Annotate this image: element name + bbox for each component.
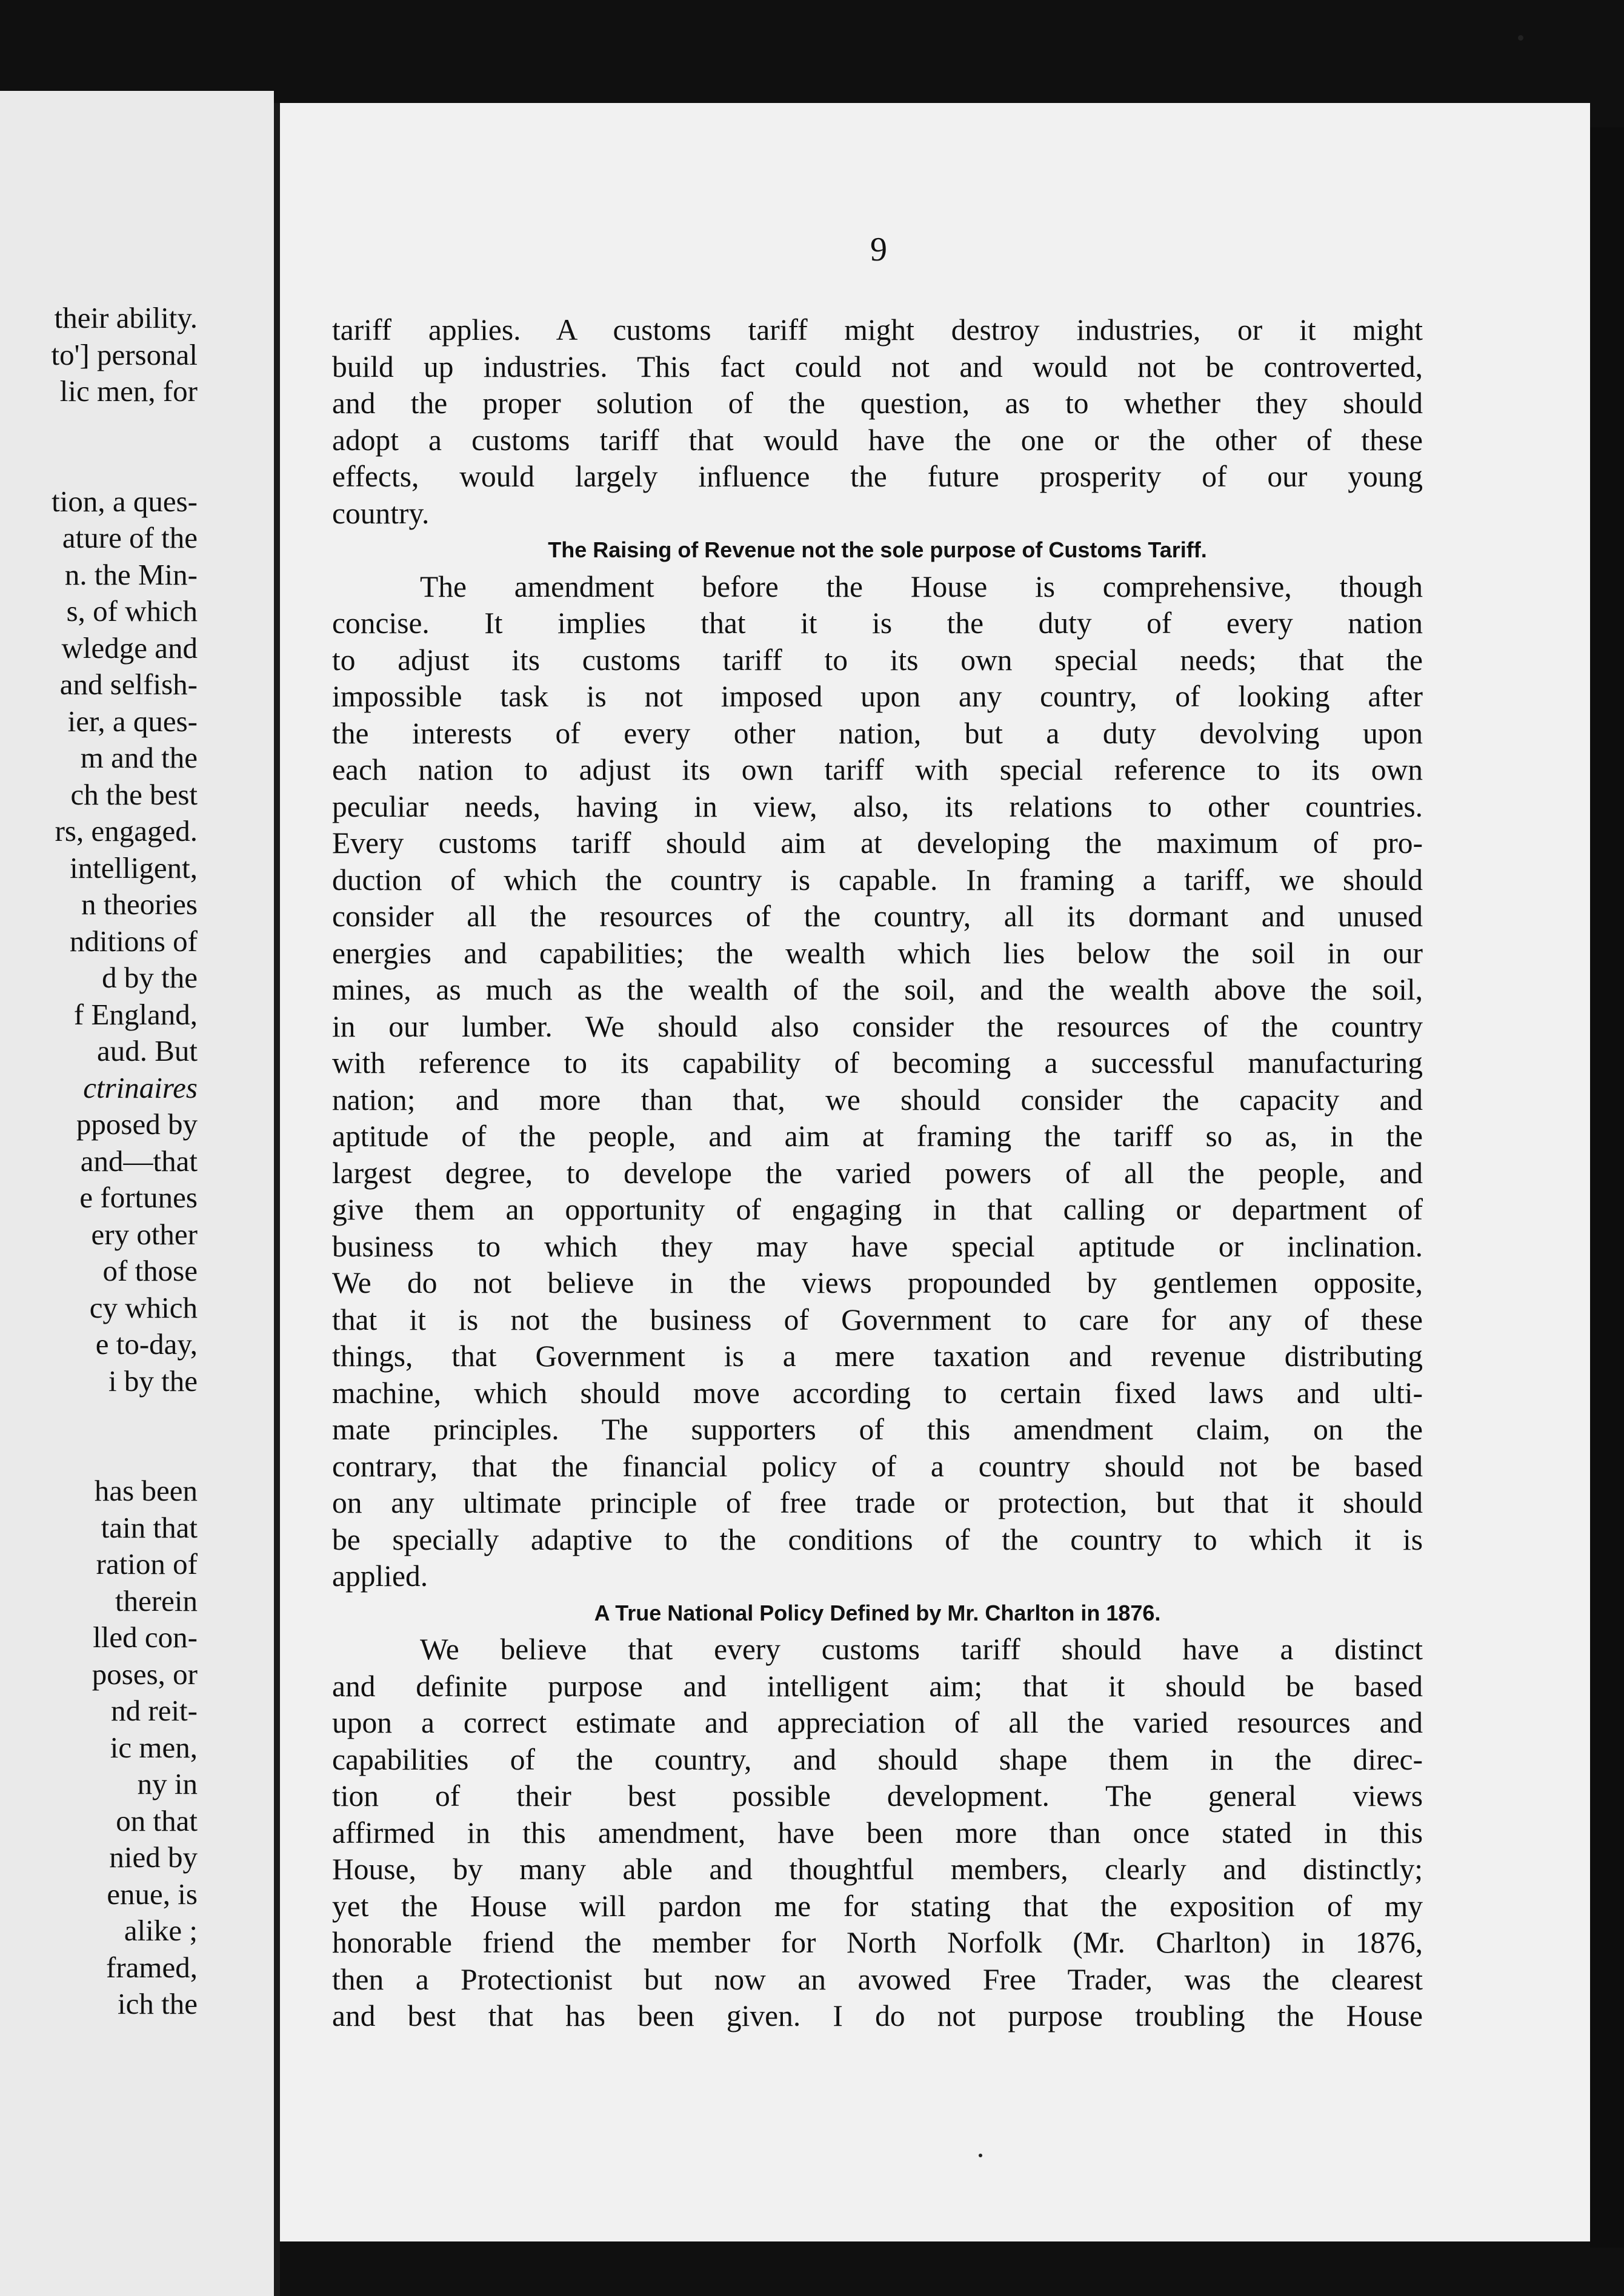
left-page-line: nied by (109, 1840, 198, 1874)
text-line: honorable friend the member for North Norfolk (Mr. Charlton) in 1876, (332, 1926, 1423, 1959)
text-line: applied. (332, 1559, 428, 1593)
text-line: yet the House will pardon me for stating that the exposition of my (332, 1889, 1423, 1923)
text-line: that it is not the business of Government to care for any of these (332, 1302, 1423, 1336)
text-line: give them an opportunity of engaging in that calling or department of (332, 1193, 1423, 1226)
text-line: nation; and more than that, we should consider the capacity and (332, 1083, 1423, 1116)
text-line: We do not believe in the views propounded by gentlemen opposite, (332, 1266, 1423, 1299)
text-line: to adjust its customs tariff to its own special needs; that the (332, 643, 1423, 677)
page-number: 9 (870, 231, 887, 268)
text-line: upon a correct estimate and appreciation of all the varied resources and (332, 1706, 1423, 1739)
text-line: in our lumber. We should also consider the resources of the country (332, 1009, 1423, 1043)
text-line: machine, which should move according to certain fixed laws and ulti- (332, 1376, 1423, 1410)
section-heading: The Raising of Revenue not the sole purpose of Customs Tariff. (548, 537, 1207, 562)
page-gutter (274, 103, 280, 2296)
left-page-line: i by the (108, 1364, 198, 1398)
text-line: contrary, that the financial policy of a country should not be based (332, 1449, 1423, 1483)
left-page-line: lled con- (93, 1621, 198, 1654)
text-line: mate principles. The supporters of this amendment claim, on the (332, 1413, 1423, 1446)
text-line: and the proper solution of the question, as to whether they should (332, 387, 1423, 420)
text-line: on any ultimate principle of free trade or protection, but that it should (332, 1486, 1423, 1519)
left-page-line: ery other (91, 1217, 198, 1251)
text-line: business to which they may have special aptitude or inclination. (332, 1229, 1423, 1263)
text-line: things, that Government is a mere taxation and revenue distributing (332, 1339, 1423, 1373)
text-line: with reference to its capability of becoming a successful manufacturing (332, 1046, 1423, 1080)
left-page-line: rs, engaged. (55, 814, 198, 848)
text-line: each nation to adjust its own tariff with special reference to its own (332, 753, 1423, 786)
left-page-line: n. the Min- (64, 557, 198, 591)
text-line: House, by many able and thoughtful members, clearly and distinctly; (332, 1853, 1423, 1886)
left-page-line: ich the (118, 1987, 198, 2020)
text-line: peculiar needs, having in view, also, its relations to other countries. (332, 789, 1423, 823)
left-page-line: nditions of (70, 924, 198, 958)
text-line: capabilities of the country, and should shape them in the direc- (332, 1742, 1423, 1776)
text-line: and definite purpose and intelligent aim; that it should be based (332, 1669, 1423, 1703)
left-page-line: poses, or (92, 1657, 198, 1691)
text-line: then a Protectionist but now an avowed Free Trader, was the clearest (332, 1962, 1423, 1996)
left-page-line: ch the best (70, 777, 198, 811)
body-text (332, 312, 1423, 2035)
text-line: build up industries. This fact could not and would not be controverted, (332, 350, 1423, 383)
left-page-line: ration of (96, 1547, 198, 1581)
text-line: energies and capabilities; the wealth which lies below the soil in our (332, 936, 1423, 970)
left-page-line: enue, is (107, 1877, 198, 1911)
text-line: adopt a customs tariff that would have the one or the other of these (332, 423, 1423, 457)
text-line: and best that has been given. I do not purpose troubling the House (332, 1999, 1423, 2032)
section-heading: A True National Policy Defined by Mr. Charlton in 1876. (594, 1600, 1161, 1625)
text-line: mines, as much as the wealth of the soil, and the wealth above the soil, (332, 973, 1423, 1006)
left-page-line: aud. But (96, 1034, 198, 1067)
text-line: country. (332, 496, 430, 530)
left-page-line: n theories (81, 888, 198, 921)
left-page-line: and—that (80, 1144, 198, 1178)
text-line: We believe that every customs tariff should have a distinct (420, 1633, 1423, 1666)
text-line: duction of which the country is capable. In framing a tariff, we should (332, 863, 1423, 897)
text-line: The amendment before the House is comprehensive, though (420, 569, 1423, 603)
left-page-line: tain that (101, 1510, 198, 1544)
left-page-line: has been (94, 1474, 198, 1507)
left-page-line: intelligent, (70, 851, 198, 884)
left-page-line: ier, a ques- (67, 704, 198, 738)
left-page-line: framed, (106, 1950, 198, 1984)
previous-page-strip (0, 91, 274, 2296)
text-line: the interests of every other nation, but a duty devolving upon (332, 716, 1423, 750)
left-page-line: ctrinaires (83, 1070, 198, 1104)
left-page-line: ny in (137, 1767, 198, 1800)
page-edge (1590, 127, 1624, 2248)
text-line: affirmed in this amendment, have been more than once stated in this (332, 1816, 1423, 1850)
left-page-line: to'] personal (51, 337, 198, 371)
left-page-line: cy which (89, 1290, 198, 1324)
left-page-line: e to-day, (95, 1327, 198, 1361)
left-page-line: m and the (80, 741, 198, 774)
left-page-line: alike ; (124, 1914, 198, 1947)
text-line: tion of their best possible development. The general views (332, 1779, 1423, 1813)
left-page-line: nd reit- (111, 1694, 198, 1727)
text-line: effects, would largely influence the future prosperity of our young (332, 460, 1423, 493)
left-page-line: d by the (102, 961, 198, 994)
left-page-line: e fortunes (79, 1181, 198, 1214)
speck-mark (1518, 35, 1523, 41)
text-line: concise. It implies that it is the duty of every nation (332, 606, 1423, 640)
text-line: tariff applies. A customs tariff might destroy industries, or it might (332, 313, 1423, 347)
left-page-line: and selfish- (59, 668, 198, 701)
left-page-line: s, of which (66, 594, 198, 628)
text-line: consider all the resources of the country, all its dormant and unused (332, 900, 1423, 933)
text-line: impossible task is not imposed upon any country, of looking after (332, 680, 1423, 713)
left-page-line: pposed by (76, 1107, 198, 1141)
speck-mark (979, 2154, 982, 2157)
text-line: be specially adaptive to the conditions of the country to which it is (332, 1522, 1423, 1556)
left-page-line: their ability. (54, 301, 198, 334)
left-page-line: lic men, for (59, 374, 198, 408)
left-page-line: wledge and (61, 631, 198, 665)
text-line: aptitude of the people, and aim at framing the tariff so as, in the (332, 1120, 1423, 1153)
left-page-line: on that (116, 1803, 198, 1837)
left-page-line: ic men, (110, 1730, 198, 1764)
text-line: Every customs tariff should aim at developing the maximum of pro- (332, 826, 1423, 860)
left-page-line: f England, (73, 997, 198, 1031)
text-line: largest degree, to develope the varied powers of all the people, and (332, 1156, 1423, 1190)
left-page-line: tion, a ques- (52, 484, 198, 518)
left-page-line: therein (115, 1584, 198, 1617)
left-page-line: ature of the (62, 521, 198, 554)
left-page-line: of those (102, 1254, 198, 1287)
